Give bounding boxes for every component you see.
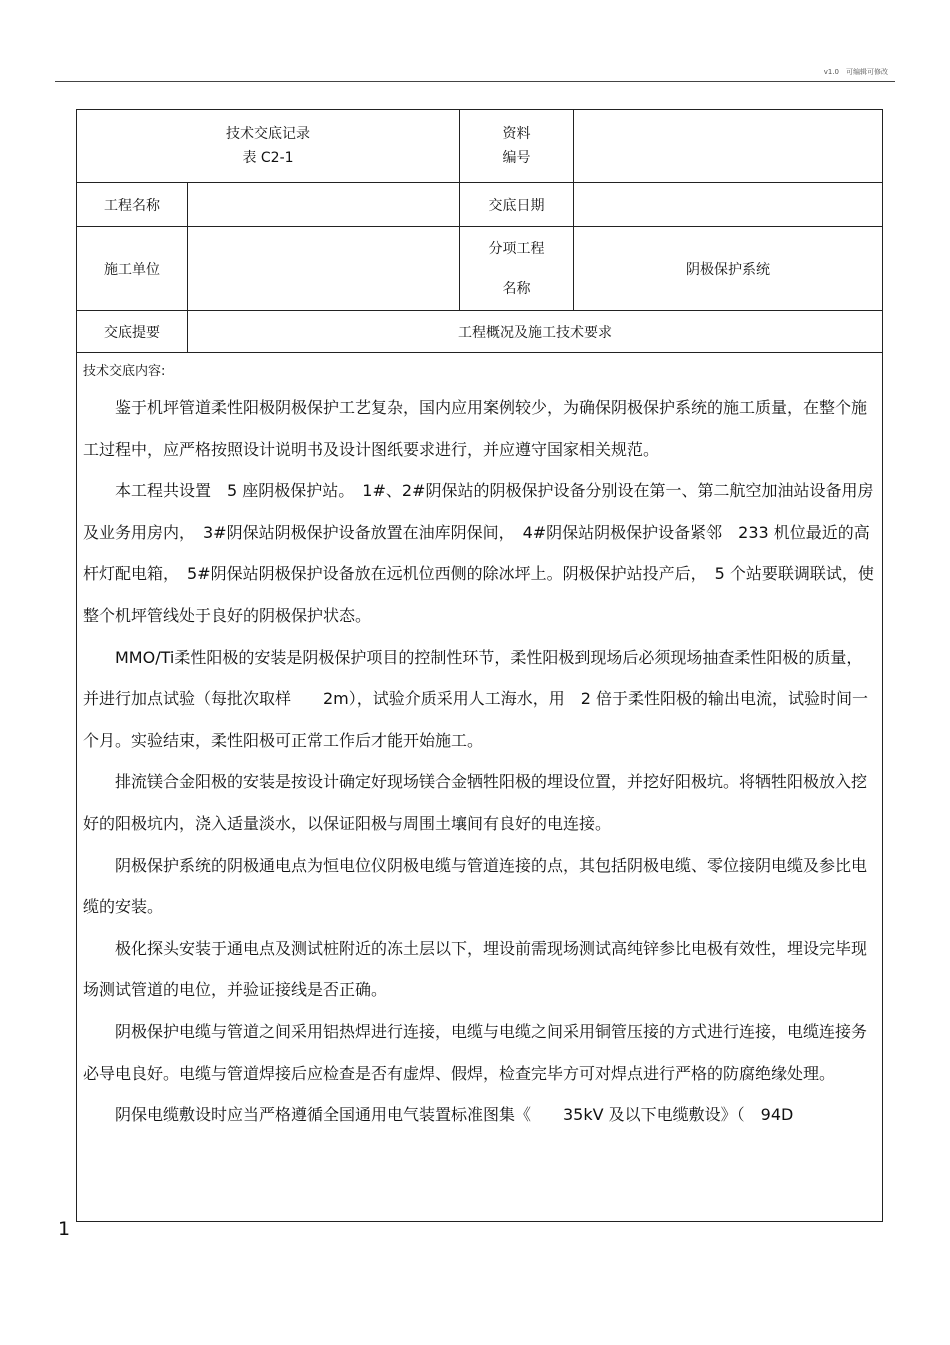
unit-value bbox=[188, 227, 460, 311]
summary-label: 交底提要 bbox=[77, 311, 188, 353]
paragraph-3: MMO/Ti柔性阳极的安装是阴极保护项目的控制性环节，柔性阳极到现场后必须现场抽查柔性阳极的质量，并进行加点试验（每批次取样 2m），试验介质采用人工海水，用 2 倍于柔性阳极的输出电流，试验时间一个月。实验结束，柔性阳极可正常工作后才能开始施工。 bbox=[83, 647, 869, 750]
content-cell bbox=[77, 353, 883, 1222]
unit-row bbox=[77, 227, 883, 311]
header-rule bbox=[55, 81, 895, 82]
project-row bbox=[77, 183, 883, 227]
date-label: 交底日期 bbox=[460, 183, 574, 227]
sub-project-label-line2: 名称 bbox=[502, 280, 531, 297]
version-note: v1.0 可编辑可修改 bbox=[823, 68, 888, 76]
paragraph-4: 排流镁合金阳极的安装是按设计确定好现场镁合金牺牲阳极的埋设位置，并挖好阳极坑。将牺牲阳极放入挖好的阳极坑内，浇入适量淡水，以保证阳极与周围土壤间有良好的电连接。 bbox=[83, 772, 868, 833]
doc-no-label-line1: 资料 bbox=[502, 126, 531, 142]
sub-project-label-line1: 分项工程 bbox=[488, 240, 545, 257]
sub-project-value: 阴极保护系统 bbox=[574, 227, 883, 311]
summary-value: 工程概况及施工技术要求 bbox=[188, 311, 883, 353]
content-label: 技术交底内容: bbox=[83, 364, 166, 379]
content-row bbox=[77, 353, 883, 1222]
form-code: 表 C2-1 bbox=[242, 150, 294, 166]
title-row bbox=[77, 110, 883, 183]
disclosure-record-table bbox=[76, 109, 883, 1222]
paragraph-7: 阴极保护电缆与管道之间采用铝热焊进行连接，电缆与电缆之间采用铜管压接的方式进行连接，电缆连接务必导电良好。电缆与管道焊接后应检查是否有虚焊、假焊，检查完毕方可对焊点进行严格的防腐绝缘处理。 bbox=[83, 1021, 868, 1083]
paragraph-1: 鉴于机坪管道柔性阳极阴极保护工艺复杂，国内应用案例较少，为确保阴极保护系统的施工质量，在整个施工过程中，应严格按照设计说明书及设计图纸要求进行，并应遵守国家相关规范。 bbox=[83, 398, 868, 459]
doc-no-label-line2: 编号 bbox=[502, 150, 531, 166]
paragraph-5: 阴极保护系统的阴极通电点为恒电位仪阴极电缆与管道连接的点，其包括阴极电缆、零位接阴电缆及参比电缆的安装。 bbox=[83, 855, 868, 917]
doc-no-value bbox=[574, 110, 883, 183]
date-value bbox=[574, 183, 883, 227]
paragraph-6: 极化探头安装于通电点及测试桩附近的冻土层以下，埋设前需现场测试高纯锌参比电极有效性，埋设完毕现场测试管道的电位，并验证接线是否正确。 bbox=[83, 938, 868, 1000]
paragraph-2: 本工程共设置 5 座阴极保护站。 1#、2#阴保站的阴极保护设备分别设在第一、第二航空加油站设备用房及业务用房内， 3#阴保站阴极保护设备放置在油库阴保间， 4#阴保站阴极保护设备紧邻 233 机位最近的高杆灯配电箱， 5#阴保站阴极保护设备放在远机位西侧的除冰坪上。阴极保护站投产后， 5 个站要联调联试，使整个机坪管线处于良好的阴极保护状态。 bbox=[83, 481, 874, 625]
sub-project-label-cell bbox=[460, 227, 574, 311]
summary-row bbox=[77, 311, 883, 353]
doc-no-label-cell bbox=[460, 110, 574, 183]
form-title-cell bbox=[77, 110, 460, 183]
form-title: 技术交底记录 bbox=[226, 126, 310, 142]
paragraph-8: 阴保电缆敷设时应当严格遵循全国通用电气装置标准图集《 35kV 及以下电缆敷设》（ 94D bbox=[115, 1105, 794, 1125]
page-number: 1 bbox=[58, 1218, 71, 1240]
unit-label: 施工单位 bbox=[77, 227, 188, 311]
project-name-value bbox=[188, 183, 460, 227]
project-name-label: 工程名称 bbox=[77, 183, 188, 227]
